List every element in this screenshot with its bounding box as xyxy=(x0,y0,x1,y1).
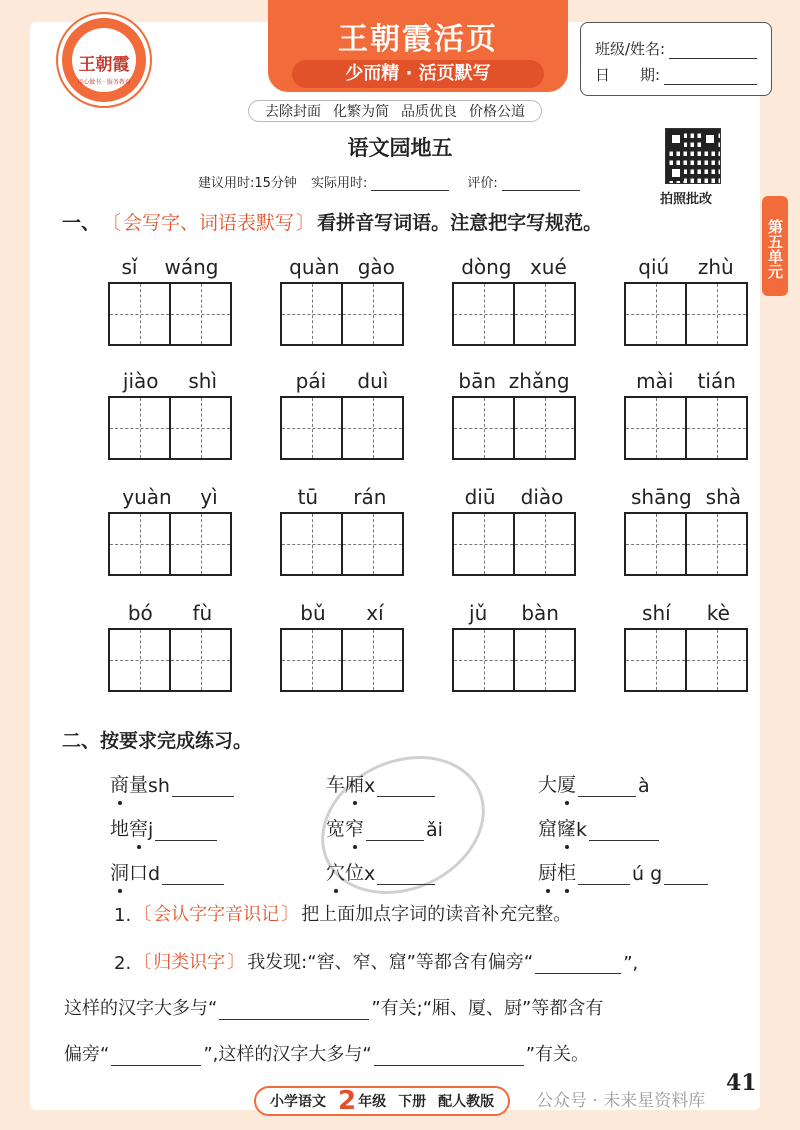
page-number: 41 xyxy=(726,1070,757,1096)
exercise-suffix: à xyxy=(638,775,650,797)
pinyin: dòng xyxy=(461,255,512,279)
q2-text: 偏旁“ xyxy=(64,1044,110,1065)
grade-field[interactable] xyxy=(502,177,580,191)
answer-blank[interactable] xyxy=(589,821,659,841)
answer-blank[interactable] xyxy=(155,821,217,841)
section2-heading: 二、按要求完成练习。 xyxy=(62,730,253,752)
brand-tagline: 少而精 · 活页默写 xyxy=(292,60,544,88)
writing-box[interactable] xyxy=(454,398,515,458)
pinyin: fù xyxy=(192,601,213,625)
q2-text: ”有关。 xyxy=(525,1044,590,1065)
exercise-char: 窄 xyxy=(345,818,365,840)
suggested-time: 建议用时:15分钟 xyxy=(198,176,297,191)
word-cell xyxy=(452,366,576,460)
pinyin: yuàn xyxy=(122,485,172,509)
pinyin: xué xyxy=(529,255,567,279)
writing-box[interactable] xyxy=(687,630,746,690)
question-1: 1. 〔 会认字字音识记 〕 把上面加点字词的读音补充完整。 xyxy=(114,900,571,926)
exercise-char: 洞 xyxy=(110,862,130,884)
writing-box[interactable] xyxy=(110,284,171,344)
pinyin: shà xyxy=(705,485,742,509)
footer-edition: 配人教版 xyxy=(438,1094,495,1110)
pinyin: bǔ xyxy=(300,601,326,625)
exercise-prefix: d xyxy=(148,863,161,885)
pinyin: bān xyxy=(458,369,497,393)
section1-instruction: 看拼音写词语。注意把字写规范。 xyxy=(317,212,603,234)
writing-box[interactable] xyxy=(171,284,230,344)
exercise-char: 口 xyxy=(129,862,149,884)
grade-label: 评价: xyxy=(467,176,498,191)
pinyin: diū xyxy=(464,485,496,509)
header-banner xyxy=(268,0,568,92)
writing-box[interactable] xyxy=(343,514,402,574)
exercise-item xyxy=(538,770,650,797)
exercise-prefix: x xyxy=(364,775,376,797)
timing-row xyxy=(198,172,584,191)
answer-blank[interactable] xyxy=(535,954,621,974)
writing-box[interactable] xyxy=(282,284,343,344)
exercise-char: 厦 xyxy=(557,774,577,796)
exercise-char: 大 xyxy=(538,774,558,796)
student-info-box xyxy=(580,22,772,96)
exercise-char: 量 xyxy=(129,774,149,796)
slogan: 化繁为简 xyxy=(333,104,389,120)
pinyin: mài xyxy=(636,369,674,393)
logo-text: 王朝霞 xyxy=(78,55,130,75)
word-cell xyxy=(108,482,232,576)
actual-time-label: 实际用时: xyxy=(310,176,368,191)
exercise-item xyxy=(538,814,661,841)
word-cell xyxy=(280,366,404,460)
exercise-char: 商 xyxy=(110,774,130,796)
pinyin: bó xyxy=(127,601,153,625)
exercise-prefix: x xyxy=(364,863,376,885)
pinyin: jǔ xyxy=(469,601,488,625)
writing-box[interactable] xyxy=(110,630,171,690)
answer-blank[interactable] xyxy=(664,865,708,885)
writing-box[interactable] xyxy=(687,514,746,574)
writing-box[interactable] xyxy=(454,284,515,344)
footer-subject: 小学语文 xyxy=(270,1094,326,1110)
slogan-bar xyxy=(248,100,542,122)
q2-text: 这样的汉字大多与“ xyxy=(64,998,218,1019)
page-title: 语文园地五 xyxy=(347,136,453,160)
question-2-line3 xyxy=(64,1040,589,1066)
exercise-char: 厨 xyxy=(538,862,558,884)
writing-box[interactable] xyxy=(626,398,687,458)
exercise-char: 厢 xyxy=(345,774,365,796)
word-cell xyxy=(624,482,748,576)
qr-code-icon[interactable] xyxy=(665,128,721,184)
emphasis-dot xyxy=(565,801,569,805)
pinyin: jiào xyxy=(122,369,159,393)
writing-box[interactable] xyxy=(282,398,343,458)
exercise-char: 柜 xyxy=(557,862,577,884)
word-cell xyxy=(108,252,232,346)
word-cell xyxy=(452,598,576,692)
writing-box[interactable] xyxy=(282,630,343,690)
footer-grade-unit: 年级 xyxy=(358,1094,387,1110)
emphasis-dot xyxy=(118,801,122,805)
word-cell xyxy=(452,482,576,576)
writing-box[interactable] xyxy=(454,514,515,574)
pinyin: diào xyxy=(520,485,564,509)
exercise-suffix: ú g xyxy=(632,863,663,885)
pinyin: bàn xyxy=(521,601,559,625)
footer-bar xyxy=(254,1086,510,1116)
exercise-suffix: ǎi xyxy=(426,819,443,841)
writing-box[interactable] xyxy=(515,398,574,458)
q1-number: 1. xyxy=(114,905,132,926)
q2-text: ”有关;“厢、厦、厨”等都含有 xyxy=(371,998,604,1019)
exercise-char: 宽 xyxy=(326,818,346,840)
question-2-line2 xyxy=(64,994,603,1020)
answer-blank[interactable] xyxy=(162,865,224,885)
answer-blank[interactable] xyxy=(578,865,630,885)
q2-text: ”, xyxy=(623,953,639,974)
qr-label: 拍照批改 xyxy=(660,192,713,207)
exercise-char: 地 xyxy=(110,818,130,840)
section1-tag: 会写字、词语表默写 xyxy=(123,212,295,234)
writing-box[interactable] xyxy=(626,514,687,574)
pinyin: shì xyxy=(188,369,218,393)
brand-name: 王朝霞活页 xyxy=(338,22,498,57)
writing-box[interactable] xyxy=(110,398,171,458)
pinyin: duì xyxy=(357,369,389,393)
pinyin: xí xyxy=(366,601,384,625)
word-cell xyxy=(108,366,232,460)
emphasis-dot xyxy=(565,889,569,893)
writing-box[interactable] xyxy=(171,514,230,574)
emphasis-dot xyxy=(353,845,357,849)
pinyin: kè xyxy=(706,601,730,625)
pinyin: tián xyxy=(697,369,736,393)
word-cell xyxy=(624,598,748,692)
emphasis-dot xyxy=(353,801,357,805)
writing-box[interactable] xyxy=(515,630,574,690)
word-cell xyxy=(624,366,748,460)
pinyin: rán xyxy=(353,485,387,509)
emphasis-dot xyxy=(118,889,122,893)
footer-volume: 下册 xyxy=(398,1094,427,1110)
pinyin: gào xyxy=(357,255,395,279)
answer-blank[interactable] xyxy=(377,865,435,885)
emphasis-dot xyxy=(137,845,141,849)
writing-box[interactable] xyxy=(343,398,402,458)
word-cell xyxy=(280,482,404,576)
exercise-char: 窿 xyxy=(557,818,577,840)
date-field[interactable] xyxy=(664,67,757,85)
writing-box[interactable] xyxy=(110,514,171,574)
exercise-char: 窟 xyxy=(538,818,558,840)
answer-blank[interactable] xyxy=(219,1000,369,1020)
section1-number: 一、 xyxy=(62,212,101,234)
word-cell xyxy=(452,252,576,346)
word-cell xyxy=(108,598,232,692)
writing-box[interactable] xyxy=(515,284,574,344)
section1-heading: 一、 〔 会写字、词语表默写 〕 看拼音写词语。注意把字写规范。 xyxy=(62,208,602,235)
watermark-text: 公众号 · 未来星资料库 xyxy=(536,1091,706,1111)
answer-blank[interactable] xyxy=(172,777,234,797)
emphasis-dot xyxy=(334,889,338,893)
pinyin: shāng xyxy=(630,485,692,509)
unit-tab: 第五单元 xyxy=(762,196,788,296)
q2-text: 我发现:“窖、窄、窟”等都含有偏旁“ xyxy=(247,952,534,973)
answer-blank[interactable] xyxy=(111,1046,201,1066)
question-2-line1: 2. 〔 归类识字 〕 我发现:“窖、窄、窟”等都含有偏旁“ ”, xyxy=(114,948,638,974)
pinyin: yì xyxy=(200,485,218,509)
exercise-char: 车 xyxy=(326,774,346,796)
answer-blank[interactable] xyxy=(578,777,636,797)
emphasis-dot xyxy=(546,889,550,893)
exercise-item xyxy=(326,770,437,797)
class-name-field[interactable] xyxy=(669,41,757,59)
q1-tag: 会认字字音识记 xyxy=(153,904,280,925)
pinyin: sǐ xyxy=(121,255,138,279)
exercise-item xyxy=(110,814,219,841)
q2-number: 2. xyxy=(114,953,132,974)
pinyin: tū xyxy=(297,485,319,509)
pinyin: zhǎng xyxy=(508,369,570,393)
answer-blank[interactable] xyxy=(374,1046,524,1066)
writing-box[interactable] xyxy=(626,284,687,344)
logo-subtext: 用心做书 · 服务教育 xyxy=(77,79,131,86)
writing-box[interactable] xyxy=(626,630,687,690)
q1-text: 把上面加点字词的读音补充完整。 xyxy=(301,904,572,925)
actual-time-field[interactable] xyxy=(371,177,449,191)
word-cell xyxy=(280,598,404,692)
word-cell xyxy=(624,252,748,346)
brand-logo xyxy=(58,14,150,106)
exercise-item xyxy=(538,858,710,885)
word-cell xyxy=(280,252,404,346)
q2-text: ”,这样的汉字大多与“ xyxy=(203,1044,372,1065)
exercise-item xyxy=(326,814,443,841)
exercise-char: 穴 xyxy=(326,862,346,884)
writing-box[interactable] xyxy=(687,398,746,458)
pinyin: shí xyxy=(642,601,671,625)
writing-box[interactable] xyxy=(282,514,343,574)
footer-grade-number: 2 xyxy=(338,1086,357,1116)
exercise-prefix: k xyxy=(576,819,588,841)
answer-blank[interactable] xyxy=(366,821,424,841)
pinyin: zhù xyxy=(697,255,734,279)
exercise-item xyxy=(110,858,226,885)
exercise-char: 位 xyxy=(345,862,365,884)
class-name-label: 班级/姓名: xyxy=(595,40,666,58)
slogan: 价格公道 xyxy=(469,104,525,120)
pinyin: pái xyxy=(295,369,327,393)
date-label: 日 期: xyxy=(595,66,661,84)
q2-tag: 归类识字 xyxy=(153,952,226,973)
writing-box[interactable] xyxy=(687,284,746,344)
exercise-prefix: j xyxy=(148,819,154,841)
exercise-char: 窖 xyxy=(129,818,149,840)
slogan: 品质优良 xyxy=(401,104,457,120)
writing-box[interactable] xyxy=(515,514,574,574)
slogan: 去除封面 xyxy=(265,104,321,120)
writing-box[interactable] xyxy=(343,630,402,690)
pinyin: qiú xyxy=(638,255,670,279)
writing-box[interactable] xyxy=(171,630,230,690)
pinyin: wáng xyxy=(164,255,219,279)
emphasis-dot xyxy=(565,845,569,849)
writing-box[interactable] xyxy=(171,398,230,458)
answer-blank[interactable] xyxy=(377,777,435,797)
writing-box[interactable] xyxy=(454,630,515,690)
exercise-item xyxy=(110,770,236,797)
exercise-prefix: sh xyxy=(148,775,170,797)
pinyin: quàn xyxy=(289,255,340,279)
exercise-item xyxy=(326,858,437,885)
writing-box[interactable] xyxy=(343,284,402,344)
